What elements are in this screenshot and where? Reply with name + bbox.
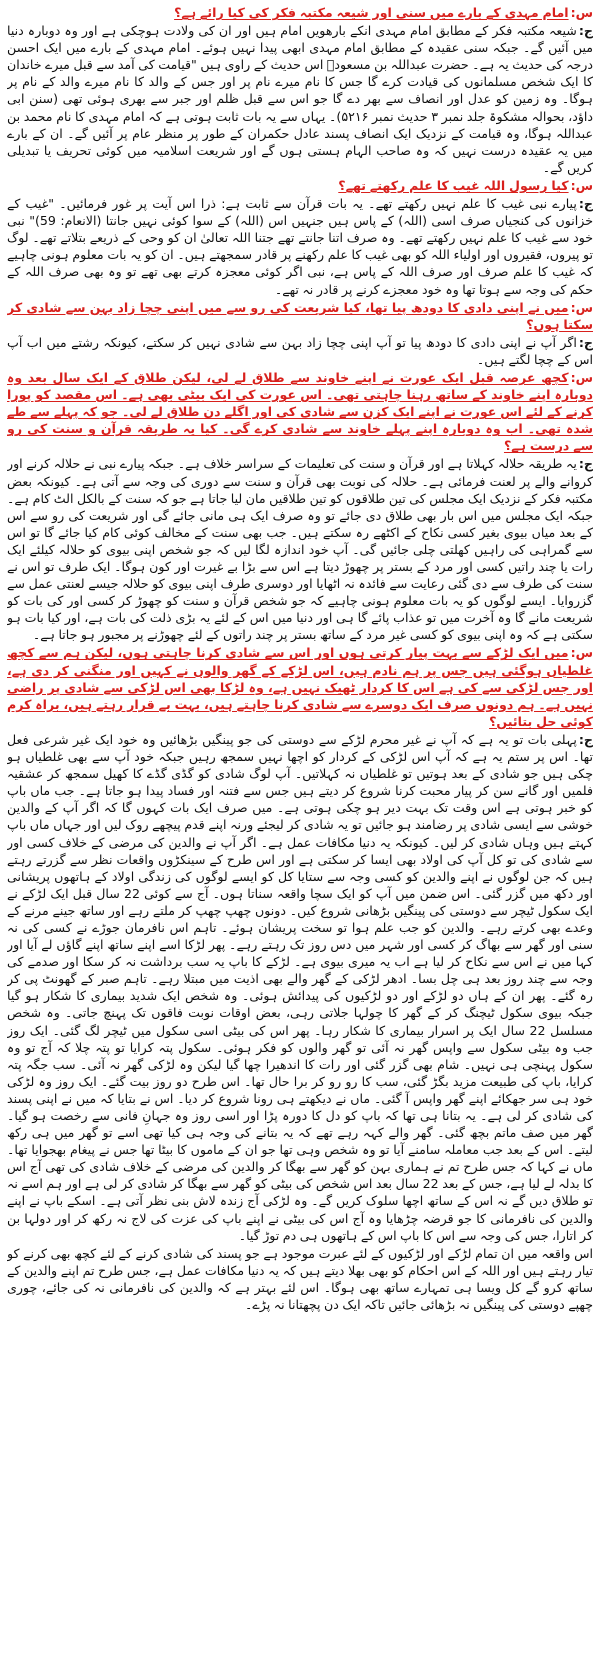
answer-3-text: اگر آپ نے اپنی دادی کا دودھ پیا تو آپ اپنی چچا زاد بہن سے شادی نہیں کر سکتے، کیونکہ رشتے میں اب آپ اس کے چچا لگتے ہیں۔	[7, 334, 593, 367]
question-3: س:میں نے اپنی دادی کا دودھ پیا تھا، کیا شریعت کی رو سے میں اپنی چچا زاد بہن سے شادی کر سکتا ہوں؟	[7, 299, 593, 332]
answer-2: ج:پیارے نبی غیب کا علم نہیں رکھتے تھے۔ یہ بات قرآن سے ثابت ہے: ذرا اس آیت پر غور فرمائیں۔ "غیب کے خزانوں کی کنجیاں صرف اسی (اللہ) کے پاس ہیں جنہیں اس (اللہ) کے سوا کوئی نہیں جانتا (الانعام: 59)" نبی خود سے غیب کا علم نہیں رکھتے تھے۔ وہ صرف اتنا جانتے تھے جتنا اللہ تعالیٰ ان کو وحی کے ذریعے بتلاتے تھے۔ لوگ تو پیروں، فقیروں اور اولیاء اللہ کو بھی غیب کا علم رکھنے پر قادر سمجھتے ہیں۔ ان کو یہ بات معلوم ہونی چاہیے کہ غیب کا علم صرف اور صرف اللہ کے پاس ہے، نبی اگر کوئی معجزہ کرتے بھی تھے تو وہ بھی صرف اللہ کے حکم کی وجہ سے ہوتا تھا وہ خود معجزے کرنے پر قادر نہ تھے۔	[7, 196, 593, 297]
question-1: س:امام مہدی کے بارے میں سنی اور شیعہ مکتبہ فکر کی کیا رائے ہے؟	[174, 5, 593, 20]
question-5-text: میں ایک لڑکے سے بہت پیار کرتی ہوں اور اس سے شادی کرنا چاہتی ہوں، لیکن ہم سے کچھ غلطیاں ہوگئی ہیں جس پر ہم نادم ہیں، اس لڑکے کے گھر والوں نے کہیں اور منگنی کر دی ہے، اور جس لڑکی سے کی ہے اس کا کردار ٹھیک نہیں ہے، وہ لڑکا بھی اس لڑکی سے شادی پر راضی نہیں ہے۔ ہم دونوں صرف ایک دوسرے سے شادی کرنا چاہتے ہیں، بہت بے قرار رہتے ہیں، براہ کرم کوئی حل بتائیں؟	[7, 645, 593, 729]
question-4-text: کچھ عرصہ قبل ایک عورت نے اپنے خاوند سے طلاق لے لی، لیکن طلاق کے ایک سال بعد وہ دوبارہ اپنے خاوند کے ساتھ رہنا چاہتی تھی۔ اس عورت کی ایک بیٹی بھی ہے۔ اس مقصد کو پورا کرنے کے لئے اس عورت نے اپنے ایک کزن سے شادی کی اور اگلے دن طلاق لے لی۔ جو کہ پہلے سے طے شدہ تھی۔ اب وہ دوبارہ اپنے پہلے خاوند سے شادی کرے گی۔ کیا یہ طریقہ قرآن و سنت کی رو سے درست ہے؟	[7, 369, 593, 454]
question-2-text: کیا رسول اللہ غیب کا علم رکھتے تھے؟	[338, 177, 569, 193]
closing-paragraph-text: اس واقعہ میں ان تمام لڑکے اور لڑکیوں کے لئے عبرت موجود ہے جو پسند کی شادی کرنے کے لئے کچھ بھی کرنے کو تیار رہتے ہیں اور اللہ کے اس احکام کو بھی بھلا دیتے ہیں کہ یہ دنیا مکافات عمل ہے، جس طرح تم اپنے والدین کے ساتھ کرو گے کل ویسا ہی تمہارے ساتھ بھی ہوگا۔ اس لئے بہتر ہے کہ والدین کی نافرمانی نہ کی جائے، چوری چھپے دوستی کی پینگیں نہ بڑھائی جائیں تاکہ ایک دن پچھتانا نہ پڑے۔	[7, 1245, 593, 1313]
closing-paragraph	[7, 1245, 593, 1313]
answer-2-text: پیارے نبی غیب کا علم نہیں رکھتے تھے۔ یہ بات قرآن سے ثابت ہے: ذرا اس آیت پر غور فرمائیں۔ "غیب کے خزانوں کی کنجیاں صرف اسی (اللہ) کے پاس ہیں جنہیں اس (اللہ) کے سوا کوئی نہیں جانتا (الانعام: 59)" نبی خود سے غیب کا علم نہیں رکھتے تھے۔ وہ صرف اتنا جانتے تھے جتنا اللہ تعالیٰ ان کو وحی کے ذریعے بتلاتے تھے۔ لوگ تو پیروں، فقیروں اور اولیاء اللہ کو بھی غیب کا علم رکھنے پر قادر سمجھتے ہیں۔ ان کو یہ بات معلوم ہونی چاہیے کہ غیب کا علم صرف اور صرف اللہ کے پاس ہے، نبی اگر کوئی معجزہ کرتے بھی تھے تو وہ بھی صرف اللہ کے حکم کی وجہ سے ہوتا تھا وہ خود معجزے کرنے پر قادر نہ تھے۔	[7, 196, 593, 297]
answer-5: ج:پہلی بات تو یہ ہے کہ آپ نے غیر محرم لڑکے سے دوستی کی جو پینگیں بڑھائیں وہ خود ایک غیر شرعی فعل تھا۔ اس پر ستم یہ ہے کہ آپ اس لڑکی کے کردار کو اچھا نہیں سمجھ رہیں جبکہ خود آپ سے بھی غلطیاں ہو چکی ہیں جو شادی کے بعد ہوتیں تو غلطیاں نہ کہلاتیں۔ آپ لوگ شادی کو گڈی گڈے کا کھیل سمجھ کر عشقیہ فلمیں اور گانے سن کر پیار محبت کرنا شروع کر دیتے ہیں جس سے فتنہ اور فساد پیدا ہو جاتا ہے۔ جب ماں باپ کو خبر ہوتی ہے اس وقت تک بہت دیر ہو چکی ہوتی ہے۔ میں صرف ایک بات کہوں گا کہ اگر آپ کے والدین خوشی سے ایسی شادی پر رضامند ہو جائیں تو یہ شادی کر لیجئے ورنہ اپنے قدم پیچھے روک لیں اور جہاں ماں باپ کہتے ہیں وہاں شادی کر لیں۔ کیونکہ یہ دنیا مکافات عمل ہے۔ اگر آپ نے والدین کی مرضی کے خلاف کسی اور سے شادی کی تو کل آپ کی اولاد بھی ایسا کر سکتی ہے اور اس طرح کے سینکڑوں واقعات نظر سے گزرتے رہتے ہیں کہ جن لوگوں نے اپنے والدین کو کسی وجہ سے ستایا کل کو ایسے لوگوں کی زندگی اولاد کے ہاتھوں پریشانی اور دکھ میں گزر گئی۔ اس ضمن میں آپ کو ایک سچا واقعہ سناتا ہوں۔ آج سے کوئی 22 سال قبل ایک لڑکے نے ایک سکول ٹیچر سے دوستی کی پینگیں بڑھانی شروع کیں۔ دونوں چھپ چھپ کر ملتے رہے اور ساتھ جینے مرنے کے وعدے بھی کرتے رہے۔ والدین کو جب علم ہوا تو سخت پریشان ہوئے۔ تاہم اس نافرمان جوڑے نے کسی کی نہ سنی اور گھر سے بھاگ کر کسی اور شہر میں دس روز تک رہتے رہے۔ پھر لڑکا اسے اپنے ساتھ اپنے گاؤں لے آیا اور کہا میں نے اس سے نکاح کر لیا ہے اب یہ میری بیوی ہے۔ لڑکے کا باپ یہ سب برداشت نہ کر سکا اور صدمے کی وجہ سے چند روز بعد ہی چل بسا۔ ادھر لڑکی کے گھر والے بھی اذیت میں مبتلا رہے۔ تاہم صبر کے گھونٹ پی کر رہ گئے۔ پھر ان کے ہاں دو لڑکے اور دو لڑکیوں کی پیدائش ہوئی۔ وہ شخص ایک شدید بیماری کا شکار ہو گیا جبکہ بیوی سکول ٹیچنگ کر کے گھر کا چولہا جلاتی رہی، بعض اوقات نوبت فاقوں تک پہنچ جاتی۔ وہ شخص مسلسل 22 سال ایک پر اسرار بیماری کا شکار رہا۔ پھر اس کی بیٹی اسی سکول میں ٹیچر لگ گئی۔ ایک روز جب وہ بیٹی سکول سے واپس گھر نہ آئی تو گھر والوں کو فکر ہوئی۔ سکول پتہ کرایا تو پتہ چلا کہ آج تو وہ سکول پہنچی ہی نہیں۔ شام بھی گزر گئی اور رات کا اندھیرا چھا گیا لیکن وہ لڑکی گھر نہ آئی۔ سب جگہ پتہ کرایا، باپ کی طبیعت مزید بگڑ گئی، سب کا رو رو کر برا حال تھا۔ اس طرح دو روز بیت گئے۔ ایک روز وہ لڑکی خود ہی سر جھکائے اپنے گھر واپس آ گئی۔ ماں نے دیکھتے ہی رونا شروع کر دیا۔ اس نے بتایا کہ میں نے اپنی پسند کی شادی کر لی ہے۔ یہ بتانا ہی تھا کہ باپ کو دل کا دورہ پڑا اور اسی روز وہ جہانِ فانی سے رخصت ہو گیا۔ گھر میں صف ماتم بچھ گئی۔ گھر والے کہہ رہے تھے کہ یہ بتانے کی وجہ ہی کیا تھی اسے تو گھر میں ہی رکھ لیتے۔ اس کے بعد جب معاملہ سامنے آیا تو وہ شخص وہی تھا جو ان کے ماموں کا بیٹا تھا جس نے پیغام بھجوایا تھا۔ ماں نے کہا کہ جس طرح تم نے ہماری بہن کو گھر سے بھگا کر والدین کی مرضی کے خلاف شادی کی تھی آج اس کا بدلہ لے لیا ہے، جس کے بعد 22 سال بعد اس شخص کی بیٹی کو گھر سے بھگا کر شادی کر لی ہے اور ہم اسے نہ تو طلاق دیں گے نہ اس کے ساتھ اچھا سلوک کریں گے۔ وہ لڑکی آج زندہ لاش بنی نظر آتی ہے۔ اسکے باپ نے اپنے والدین کی نافرمانی کا جو قرضہ چڑھایا وہ آج اس کی بیٹی نے اپنے باپ کی عزت کی لاج نہ رکھ کر اور دولہا بن کر اتارا، جس کی وجہ سے اس کا باپ اس کے ہاتھوں ہی دم توڑ گیا۔	[7, 731, 593, 1243]
qa-column	[7, 4, 593, 1647]
question-1-text: امام مہدی کے بارے میں سنی اور شیعہ مکتبہ فکر کی کیا رائے ہے؟	[174, 5, 569, 20]
answer-3: ج:اگر آپ نے اپنی دادی کا دودھ پیا تو آپ اپنی چچا زاد بہن سے شادی نہیں کر سکتے، کیونکہ رشتے میں اب آپ اس کے چچا لگتے ہیں۔	[7, 334, 593, 367]
answer-1: ج:شیعہ مکتبہ فکر کے مطابق امام مہدی انکے بارھویں امام ہیں اور ان کی ولادت ہوچکی ہے اور وہ دوبارہ دنیا میں آئیں گے۔ جبکہ سنی عقیدہ کے مطابق امام مہدی ابھی پیدا نہیں ہوئے۔ امام مہدی کے بارے میں ایک احسن درجہ کی حدیث یہ ہے۔ حضرت عبداللہ بن مسعودؓ اس حدیث کے راوی ہیں "قیامت کی آمد سے قبل میرے خاندان کا ایک شخص مسلمانوں کی قیادت کرے گا جس کا نام میرے نام پر اور جس کے والد کا نام میرے والد کے نام پر ہوگا۔ وہ زمین کو عدل اور انصاف سے بھر دے گا جو اس سے قبل ظلم اور جبر سے بھری ہوئی تھی (سنن ابی داؤد، بحوالہ مشکوۃ جلد نمبر ۳ حدیث نمبر ۵۲۱۶)۔ یہاں سے یہ بات ثابت ہوتی ہے کہ امام مہدی کا نام محمد بن عبداللہ ہوگا، وہ قیامت کے نزدیک ایک انصاف پسند عادل حکمران کے طور پر منظر عام پر آئیں گے۔ ان کے بارے میں یہ عقیدہ درست نہیں کہ وہ صاحب الہام ہستی ہوں گے اور شریعت اسلامیہ میں کوئی تحریف یا تبدیلی کریں گے۔	[7, 23, 593, 175]
question-4: س:کچھ عرصہ قبل ایک عورت نے اپنے خاوند سے طلاق لے لی، لیکن طلاق کے ایک سال بعد وہ دوبارہ اپنے خاوند کے ساتھ رہنا چاہتی تھی۔ اس عورت کی ایک بیٹی بھی ہے۔ اس مقصد کو پورا کرنے کے لئے اس عورت نے اپنے ایک کزن سے شادی کی اور اگلے دن طلاق لے لی۔ جو کہ پہلے سے طے شدہ تھی۔ اب وہ دوبارہ اپنے پہلے خاوند سے شادی کرے گی۔ کیا یہ طریقہ قرآن و سنت کی رو سے درست ہے؟	[7, 369, 593, 454]
answer-5-text: پہلی بات تو یہ ہے کہ آپ نے غیر محرم لڑکے سے دوستی کی جو پینگیں بڑھائیں وہ خود ایک غیر شرعی فعل تھا۔ اس پر ستم یہ ہے کہ آپ اس لڑکی کے کردار کو اچھا نہیں سمجھ رہیں جبکہ خود آپ سے بھی غلطیاں ہو چکی ہیں جو شادی کے بعد ہوتیں تو غلطیاں نہ کہلاتیں۔ آپ لوگ شادی کو گڈی گڈے کا کھیل سمجھ کر عشقیہ فلمیں اور گانے سن کر پیار محبت کرنا شروع کر دیتے ہیں جس سے فتنہ اور فساد پیدا ہو جاتا ہے۔ جب ماں باپ کو خبر ہوتی ہے اس وقت تک بہت دیر ہو چکی ہوتی ہے۔ میں صرف ایک بات کہوں گا کہ اگر آپ کے والدین خوشی سے ایسی شادی پر رضامند ہو جائیں تو یہ شادی کر لیجئے ورنہ اپنے قدم پیچھے روک لیں اور جہاں ماں باپ کہتے ہیں وہاں شادی کر لیں۔ کیونکہ یہ دنیا مکافات عمل ہے۔ اگر آپ نے والدین کی مرضی کے خلاف کسی اور سے شادی کی تو کل آپ کی اولاد بھی ایسا کر سکتی ہے اور اس طرح کے سینکڑوں واقعات نظر سے گزرتے رہتے ہیں کہ جن لوگوں نے اپنے والدین کو کسی وجہ سے ستایا کل کو ایسے لوگوں کی زندگی اولاد کے ہاتھوں پریشانی اور دکھ میں گزر گئی۔ اس ضمن میں آپ کو ایک سچا واقعہ سناتا ہوں۔ آج سے کوئی 22 سال قبل ایک لڑکے نے ایک سکول ٹیچر سے دوستی کی پینگیں بڑھانی شروع کیں۔ دونوں چھپ چھپ کر ملتے رہے اور ساتھ جینے مرنے کے وعدے بھی کرتے رہے۔ والدین کو جب علم ہوا تو سخت پریشان ہوئے۔ تاہم اس نافرمان جوڑے نے کسی کی نہ سنی اور گھر سے بھاگ کر کسی اور شہر میں دس روز تک رہتے رہے۔ پھر لڑکا اسے اپنے ساتھ اپنے گاؤں لے آیا اور کہا میں نے اس سے نکاح کر لیا ہے اب یہ میری بیوی ہے۔ لڑکے کا باپ یہ سب برداشت نہ کر سکا اور صدمے کی وجہ سے چند روز بعد ہی چل بسا۔ ادھر لڑکی کے گھر والے بھی اذیت میں مبتلا رہے۔ تاہم صبر کے گھونٹ پی کر رہ گئے۔ پھر ان کے ہاں دو لڑکے اور دو لڑکیوں کی پیدائش ہوئی۔ وہ شخص ایک شدید بیماری کا شکار ہو گیا جبکہ بیوی سکول ٹیچنگ کر کے گھر کا چولہا جلاتی رہی، بعض اوقات نوبت فاقوں تک پہنچ جاتی۔ وہ شخص مسلسل 22 سال ایک پر اسرار بیماری کا شکار رہا۔ پھر اس کی بیٹی اسی سکول میں ٹیچر لگ گئی۔ ایک روز جب وہ بیٹی سکول سے واپس گھر نہ آئی تو گھر والوں کو فکر ہوئی۔ سکول پتہ کرایا تو پتہ چلا کہ آج تو وہ سکول پہنچی ہی نہیں۔ شام بھی گزر گئی اور رات کا اندھیرا چھا گیا لیکن وہ لڑکی گھر نہ آئی۔ سب جگہ پتہ کرایا، باپ کی طبیعت مزید بگڑ گئی، سب کا رو رو کر برا حال تھا۔ اس طرح دو روز بیت گئے۔ ایک روز وہ لڑکی خود ہی سر جھکائے اپنے گھر واپس آ گئی۔ ماں نے دیکھتے ہی رونا شروع کر دیا۔ اس نے بتایا کہ میں نے اپنی پسند کی شادی کر لی ہے۔ یہ بتانا ہی تھا کہ باپ کو دل کا دورہ پڑا اور اسی روز وہ جہانِ فانی سے رخصت ہو گیا۔ گھر میں صف ماتم بچھ گئی۔ گھر والے کہہ رہے تھے کہ یہ بتانے کی وجہ ہی کیا تھی اسے تو گھر میں ہی رکھ لیتے۔ اس کے بعد جب معاملہ سامنے آیا تو وہ شخص وہی تھا جو ان کے ماموں کا بیٹا تھا جس نے پیغام بھجوایا تھا۔ ماں نے کہا کہ جس طرح تم نے ہماری بہن کو گھر سے بھگا کر والدین کی مرضی کے خلاف شادی کی تھی آج اس کا بدلہ لے لیا ہے، جس کے بعد 22 سال بعد اس شخص کی بیٹی کو گھر سے بھگا کر شادی کر لی ہے اور ہم اسے نہ تو طلاق دیں گے نہ اس کے ساتھ اچھا سلوک کریں گے۔ وہ لڑکی آج زندہ لاش بنی نظر آتی ہے۔ اسکے باپ نے اپنے والدین کی نافرمانی کا جو قرضہ چڑھایا وہ آج اس کی بیٹی نے اپنے باپ کی عزت کی لاج نہ رکھ کر اور دولہا بن کر اتارا، جس کی وجہ سے اس کا باپ اس کے ہاتھوں ہی دم توڑ گیا۔	[7, 731, 593, 1243]
answer-4: ج:یہ طریقہ حلالہ کہلاتا ہے اور قرآن و سنت کی تعلیمات کے سراسر خلاف ہے۔ جبکہ پیارے نبی نے حلالہ کرنے اور کروانے والے پر لعنت فرمائی ہے۔ حلالہ کی نوبت بھی قرآن و سنت سے دوری کی وجہ سے آتی ہے۔ کیونکہ بعض مکتبہ فکر کے نزدیک ایک مجلس کی تین طلاقوں کو تین طلاقیں مان لیا جاتا ہے جو کہ سنت کے بالکل الٹ کام ہے۔ جبکہ ایک مجلس میں اس بار بھی طلاق دی جائے تو وہ صرف ایک ہی مانی جائے گی اور شریعت کی رو سے اس کے بعد میاں بیوی بغیر کسی نکاح کے اکٹھے رہ سکتے ہیں۔ جب بھی سنت کے مخالف کوئی کام کیا جائے گا تو اس سے گمراہی کی راہیں کھلتی چلی جائیں گی۔ آپ خود اندازہ لگا لیں کہ جو شخص اپنی بیوی کو حلالہ کیلئے ایک رات یا چند راتیں کسی اور مرد کے بستر پر چھوڑ دیتا ہے اس سے بڑا بے غیرت اور کون ہوگا۔ ایک طرف تو اس نے سنت کی طرف سے دی گئی رعایت سے فائدہ نہ اٹھایا اور دوسری طرف اپنی بیوی کو حلالہ جیسے لعنتی عمل سے گزروایا۔ ایسے لوگوں کو یہ بات معلوم ہونی چاہیے کہ جو شخص قرآن و سنت کو چھوڑ کر کسی اور کی بات کو شریعت مانے گا وہ آخرت میں تو عذاب پائے گا ہی اور دنیا میں اس کے لئے یہ بڑی ذلت کی بات ہے، اور کیا بات ہو سکتی ہے کہ وہ اپنی بیوی کو کسی غیر مرد کے ساتھ بستر پر چند راتوں کے لئے چھوڑنے پر مجبور ہو جاتا ہے۔	[7, 456, 593, 643]
question-3-text: میں نے اپنی دادی کا دودھ پیا تھا، کیا شریعت کی رو سے میں اپنی چچا زاد بہن سے شادی کر سکتا ہوں؟	[7, 299, 593, 332]
question-5: س:میں ایک لڑکے سے بہت پیار کرتی ہوں اور اس سے شادی کرنا چاہتی ہوں، لیکن ہم سے کچھ غلطیاں ہوگئی ہیں جس پر ہم نادم ہیں، اس لڑکے کے گھر والوں نے کہیں اور منگنی کر دی ہے، اور جس لڑکی سے کی ہے اس کا کردار ٹھیک نہیں ہے، وہ لڑکا بھی اس لڑکی سے شادی پر راضی نہیں ہے۔ ہم دونوں صرف ایک دوسرے سے شادی کرنا چاہتے ہیں، بہت بے قرار رہتے ہیں، براہ کرم کوئی حل بتائیں؟	[7, 645, 593, 729]
question-2: س:کیا رسول اللہ غیب کا علم رکھتے تھے؟	[338, 177, 593, 193]
answer-1-text: شیعہ مکتبہ فکر کے مطابق امام مہدی انکے بارھویں امام ہیں اور ان کی ولادت ہوچکی ہے اور وہ دوبارہ دنیا میں آئیں گے۔ جبکہ سنی عقیدہ کے مطابق امام مہدی ابھی پیدا نہیں ہوئے۔ امام مہدی کے بارے میں ایک احسن درجہ کی حدیث یہ ہے۔ حضرت عبداللہ بن مسعودؓ اس حدیث کے راوی ہیں "قیامت کی آمد سے قبل میرے خاندان کا ایک شخص مسلمانوں کی قیادت کرے گا جس کا نام میرے نام پر اور جس کے والد کا نام میرے والد کے نام پر ہوگا۔ وہ زمین کو عدل اور انصاف سے بھر دے گا جو اس سے قبل ظلم اور جبر سے بھری ہوئی تھی (سنن ابی داؤد، بحوالہ مشکوۃ جلد نمبر ۳ حدیث نمبر ۵۲۱۶)۔ یہاں سے یہ بات ثابت ہوتی ہے کہ امام مہدی کا نام محمد بن عبداللہ ہوگا، وہ قیامت کے نزدیک ایک انصاف پسند عادل حکمران کے طور پر منظر عام پر آئیں گے۔ ان کے بارے میں یہ عقیدہ درست نہیں کہ وہ صاحب الہام ہستی ہوں گے اور شریعت اسلامیہ میں کوئی تحریف یا تبدیلی کریں گے۔	[7, 23, 593, 175]
answer-4-text: یہ طریقہ حلالہ کہلاتا ہے اور قرآن و سنت کی تعلیمات کے سراسر خلاف ہے۔ جبکہ پیارے نبی نے حلالہ کرنے اور کروانے والے پر لعنت فرمائی ہے۔ حلالہ کی نوبت بھی قرآن و سنت سے دوری کی وجہ سے آتی ہے۔ کیونکہ بعض مکتبہ فکر کے نزدیک ایک مجلس کی تین طلاقوں کو تین طلاقیں مان لیا جاتا ہے جو کہ سنت کے بالکل الٹ کام ہے۔ جبکہ ایک مجلس میں اس بار بھی طلاق دی جائے تو وہ صرف ایک ہی مانی جائے گی اور شریعت کی رو سے اس کے بعد میاں بیوی بغیر کسی نکاح کے اکٹھے رہ سکتے ہیں۔ جب بھی سنت کے مخالف کوئی کام کیا جائے گا تو اس سے گمراہی کی راہیں کھلتی چلی جائیں گی۔ آپ خود اندازہ لگا لیں کہ جو شخص اپنی بیوی کو حلالہ کیلئے ایک رات یا چند راتیں کسی اور مرد کے بستر پر چھوڑ دیتا ہے اس سے بڑا بے غیرت اور کون ہوگا۔ ایک طرف تو اس نے سنت کی طرف سے دی گئی رعایت سے فائدہ نہ اٹھایا اور دوسری طرف اپنی بیوی کو حلالہ جیسے لعنتی عمل سے گزروایا۔ ایسے لوگوں کو یہ بات معلوم ہونی چاہیے کہ جو شخص قرآن و سنت کو چھوڑ کر کسی اور کی بات کو شریعت مانے گا وہ آخرت میں تو عذاب پائے گا ہی اور دنیا میں اس کے لئے یہ بڑی ذلت کی بات ہے، اور کیا بات ہو سکتی ہے کہ وہ اپنی بیوی کو کسی غیر مرد کے ساتھ بستر پر چند راتوں کے لئے چھوڑنے پر مجبور ہو جاتا ہے۔	[7, 456, 593, 643]
